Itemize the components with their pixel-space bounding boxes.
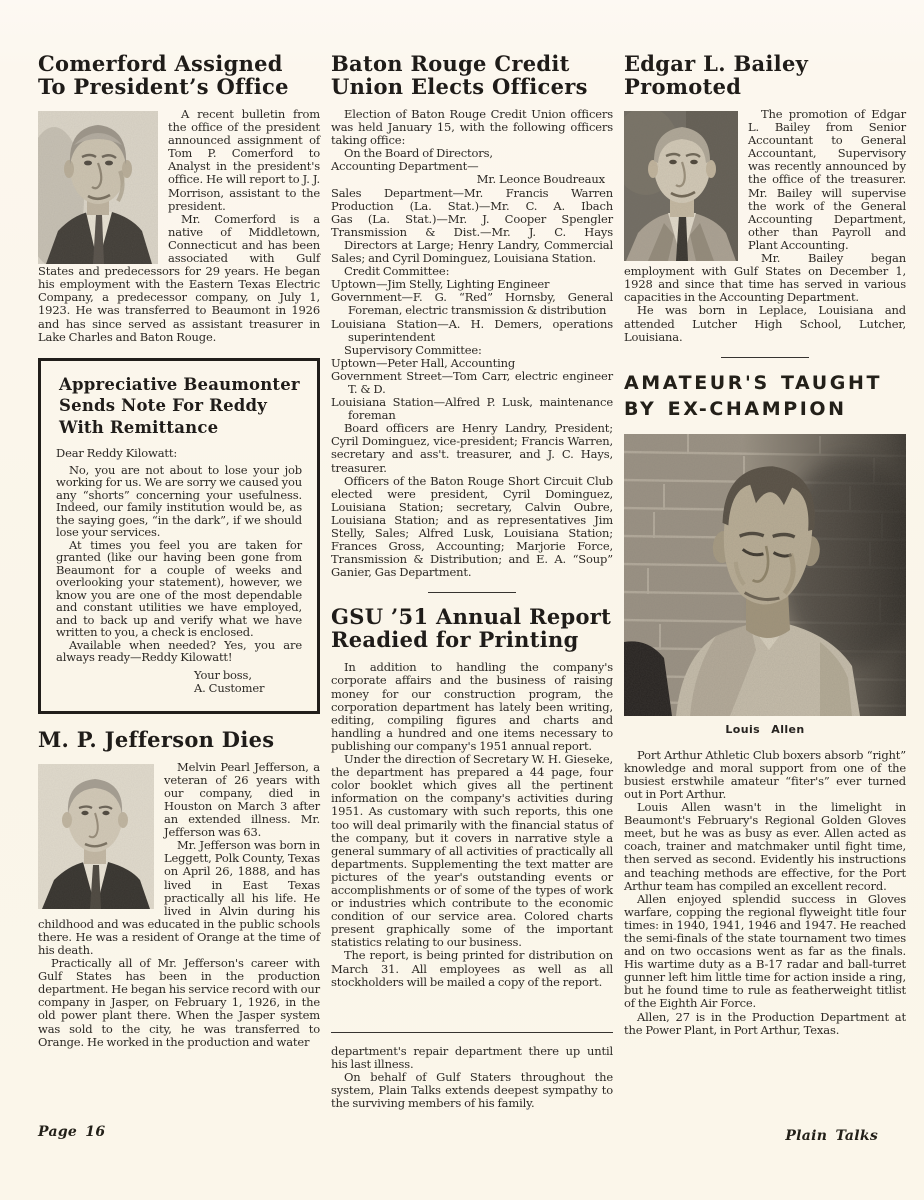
reddy-letter-box — [38, 358, 320, 714]
headline-line: Baton Rouge Credit — [331, 51, 570, 76]
paragraph: Mr. Comerford is a native of Middletown, Connecticut and has been associated with Gulf States and predecessors for 29 years. He began his employment with the Eastern Texas Electric Company, a predecessor company, on July 1, 1923. He was transferred to Beaumont in 1926 and has since served as assistant treasurer in Lake Charles and Baton Rouge. — [38, 211, 320, 344]
page-number: Page 16 — [38, 1124, 106, 1140]
paragraph: department's repair department there up until his last illness. — [331, 1043, 613, 1071]
section-divider — [721, 357, 809, 358]
jefferson-body — [38, 761, 320, 1049]
headline-line: With Remittance — [59, 417, 219, 437]
officer-list-line: Uptown—Peter Hall, Accounting — [331, 355, 516, 370]
column-left — [38, 52, 320, 1049]
officer-list-line: Gas (La. Stat.)—Mr. J. Cooper Spengler — [331, 211, 613, 226]
letter-salutation: Dear Reddy Kilowatt: — [56, 446, 178, 461]
amateur-body — [624, 749, 906, 1037]
headline-line: Union Elects Officers — [331, 74, 588, 99]
officer-list-line: Uptown—Jim Stelly, Lighting Engineer — [331, 277, 550, 292]
paragraph: Allen enjoyed splendid success in Gloves warfare, copping the regional flyweight title four times: in 1940, 1941, 1946 and 1947. He reached the semi-finals of the state tournament two times and on two occasions went as far as the finals. His wartime duty as a B-17 radar and ball-turret gunner left him little time for action inside a ring, but he found time to rule as featherweight titlist of the Eighth Air Force. — [624, 891, 906, 1011]
paragraph: The report, is being printed for distribution on March 31. All employees as well as all stockholders will be mailed a copy of the report. — [331, 948, 613, 989]
officer-list-line: Board officers are Henry Landry, President; Cyril Dominguez, vice-president; Francis Warren, secretary and ass't. treasurer, and J. C. Hays, treasurer. — [331, 421, 613, 475]
paragraph: In addition to handling the company's corporate affairs and the business of raising money for our construction program, the corporation department has lately been writing, editing, compiling figures and charts and handling a hundred and one items necessary to publishing our company's 1951 annual report. — [331, 660, 613, 753]
officer-list-line: Production (La. Stat.)—Mr. C. A. Ibach — [331, 198, 613, 213]
portrait-boxer-brick-wall-icon — [624, 434, 906, 716]
amateur-headline — [624, 370, 906, 422]
publication-name: Plain Talks — [785, 1128, 878, 1144]
column-middle — [331, 52, 613, 1110]
reddy-letter-headline — [59, 374, 302, 439]
jefferson-photo — [38, 764, 154, 909]
letter-paragraphs — [56, 464, 302, 664]
comerford-headline — [38, 52, 320, 98]
headline-line: Comerford Assigned — [38, 51, 283, 76]
reddy-letter-body — [56, 447, 302, 696]
headline-line: Appreciative Beaumonter — [59, 374, 300, 394]
paragraph: Practically all of Mr. Jefferson's career with Gulf States has been in the production department. He began his service record with our company in Jasper, on February 1, 1926, in the old power plant there. When the Jasper system was sold to the city, he was transferred to Orange. He worked in the production and water — [38, 956, 320, 1049]
column-rule-divider — [331, 1032, 613, 1033]
portrait-elderly-man-icon — [38, 111, 158, 264]
officer-list-line: Mr. Leonce Boudreaux — [476, 172, 605, 187]
comerford-photo — [38, 111, 158, 264]
louis-allen-photo — [624, 434, 906, 716]
officer-list-line: Directors at Large; Henry Landry, Commercial Sales; and Cyril Dominguez, Louisiana Station. — [331, 237, 613, 266]
portrait-man-light-suit-icon — [624, 111, 738, 261]
officer-list-line: Sales Department—Mr. Francis Warren — [331, 185, 613, 200]
headline-line: To President’s Office — [38, 74, 289, 99]
officer-list-line: Supervisory Committee: — [344, 342, 482, 357]
paragraph: Allen, 27 is in the Production Department at the Power Plant, in Port Arthur, Texas. — [624, 1009, 906, 1037]
paragraph: A recent bulletin from the office of the president announced assignment of Tom P. Comerford to Analyst in the president's office. He will report to J. J. Morrison, assistant to the president. — [168, 107, 320, 213]
jefferson-headline: M. P. Jefferson Dies — [38, 726, 275, 752]
paragraph: No, you are not about to lose your job working for us. We are sorry we caused you any “shorts” concerning your usefulness. Indeed, our family institution would be, as the saying goes, “in the dark”, if we should lose your services. — [56, 462, 302, 540]
headline-line: Sends Note For Reddy — [59, 396, 268, 416]
paragraph: Louis Allen wasn't in the limelight in Beaumont's February's Regional Golden Gloves meet, but he was as busy as ever. Allen acted as coach, trainer and matchmaker until fight time, then served as second. Evidently his instructions and teaching methods are effective, for the Port Arthur team has compiled an excellent record. — [624, 800, 906, 893]
gsu-report-body — [331, 661, 613, 988]
jefferson-continued-section — [331, 1032, 613, 1110]
officer-list-line: Officers of the Baton Rouge Short Circuit Club elected were president, Cyril Dominguez, Louisiana Station; secretary, Calvin Oubre, Louisiana Station; and as representatives Jim Stelly, Sales; Alfred Lusk, Louisiana Station; Frances Gross, Accounting; Marjorie Force, Transmission & Distribution; and E. A. “Soup” Ganier, Gas Department. — [331, 473, 613, 580]
signoff-line: Your boss, — [194, 667, 252, 682]
portrait-elderly-man-suit-icon — [38, 764, 154, 909]
officer-list-line: Louisiana Station—Alfred P. Lusk, maintenance foreman — [331, 395, 613, 423]
letter-signoff — [56, 669, 302, 696]
paragraph: The promotion of Edgar L. Bailey from Senior Accountant to General Accountant, Supervisory was recently announced by the office of the treasurer. Mr. Bailey will supervise the work of the General Accounting Department, other than Payroll and Plant Accounting. — [748, 107, 906, 252]
paragraph: Port Arthur Athletic Club boxers absorb “right” knowledge and moral support from one of the busiest erstwhile amateur “fiter's” ever turned out in Port Arthur. — [624, 747, 906, 801]
officer-list-line: Government—F. G. “Red” Hornsby, General Foreman, electric transmission & distribution — [331, 290, 613, 318]
headline-line: BY EX-CHAMPION — [624, 397, 847, 420]
headline-line: Edgar L. Bailey — [624, 51, 809, 76]
officer-list-line: Election of Baton Rouge Credit Union officers was held January 15, with the following officers taking office: — [331, 107, 613, 148]
baton-rouge-headline — [331, 52, 613, 98]
headline-line: AMATEUR'S TAUGHT — [624, 371, 883, 394]
paragraph: Mr. Jefferson was born in Leggett, Polk County, Texas on April 26, 1888, and has lived in East Texas practically all his life. He lived in Alvin during his childhood and was educated in the public schools there. He was a resident of Orange at the time of his death. — [38, 838, 320, 957]
bailey-headline — [624, 52, 906, 98]
baton-rouge-body — [331, 108, 613, 579]
bailey-photo — [624, 111, 738, 261]
officer-list-line: Credit Committee: — [344, 264, 450, 279]
jefferson-continued-body — [331, 1045, 613, 1110]
paragraph: Mr. Bailey began employment with Gulf States on December 1, 1928 and since that time has served in various capacities in the Accounting Department. — [624, 251, 906, 305]
paragraph: Available when needed? Yes, you are always ready—Reddy Kilowatt! — [56, 637, 302, 665]
section-divider — [428, 592, 516, 593]
officer-list-line: Government Street—Tom Carr, electric engineer T. & D. — [331, 368, 613, 396]
paragraph: He was born in Leplace, Louisiana and attended Lutcher High School, Lutcher, Louisiana. — [624, 303, 906, 344]
column-right — [624, 52, 906, 1037]
officer-list-line: Transmission & Dist.—Mr. J. C. Hays — [331, 224, 613, 239]
comerford-body — [38, 108, 320, 344]
headline-line: Promoted — [624, 74, 742, 99]
paragraph: At times you feel you are taken for granted (like our having been gone from Beaumont for a couple of weeks and overlooking your statement), however, we know you are one of the most dependable and constant utilities we have employed, and to back up and verify what we have written to you, a check is enclosed. — [56, 537, 302, 640]
officer-list-line: On the Board of Directors, — [344, 146, 493, 161]
gsu-report-headline — [331, 605, 613, 651]
paragraph: Under the direction of Secretary W. H. Gieseke, the department has prepared a 44 page, four color booklet which gives all the pertinent information on the company's activities during 1951. As customary with such reports, this one too will deal primarily with the financial status of the company, but it covers in narrative style a general summary of all activities of practically all departments. Supplementing the text matter are pictures of the year's outstanding events or accomplishments or of some of the types of work or industries which contribute to the economic condition of our service area. Colored charts present graphically some of the important statistics relating to our business. — [331, 752, 613, 950]
photo-caption: Louis Allen — [725, 722, 805, 736]
paragraph: Melvin Pearl Jefferson, a veteran of 26 years with our company, died in Houston on March 3 after an extended illness. Mr. Jefferson was 63. — [164, 759, 320, 840]
bailey-body — [624, 108, 906, 344]
officer-list-line: Accounting Department— — [331, 159, 479, 174]
headline-line: Readied for Printing — [331, 627, 579, 653]
paragraph: On behalf of Gulf Staters throughout the system, Plain Talks extends deepest sympathy to the surviving members of his family. — [331, 1069, 613, 1110]
officer-list-line: Louisiana Station—A. H. Demers, operations superintendent — [331, 316, 613, 344]
signoff-line: A. Customer — [194, 681, 265, 696]
headline-line: GSU ’51 Annual Report — [331, 604, 612, 630]
